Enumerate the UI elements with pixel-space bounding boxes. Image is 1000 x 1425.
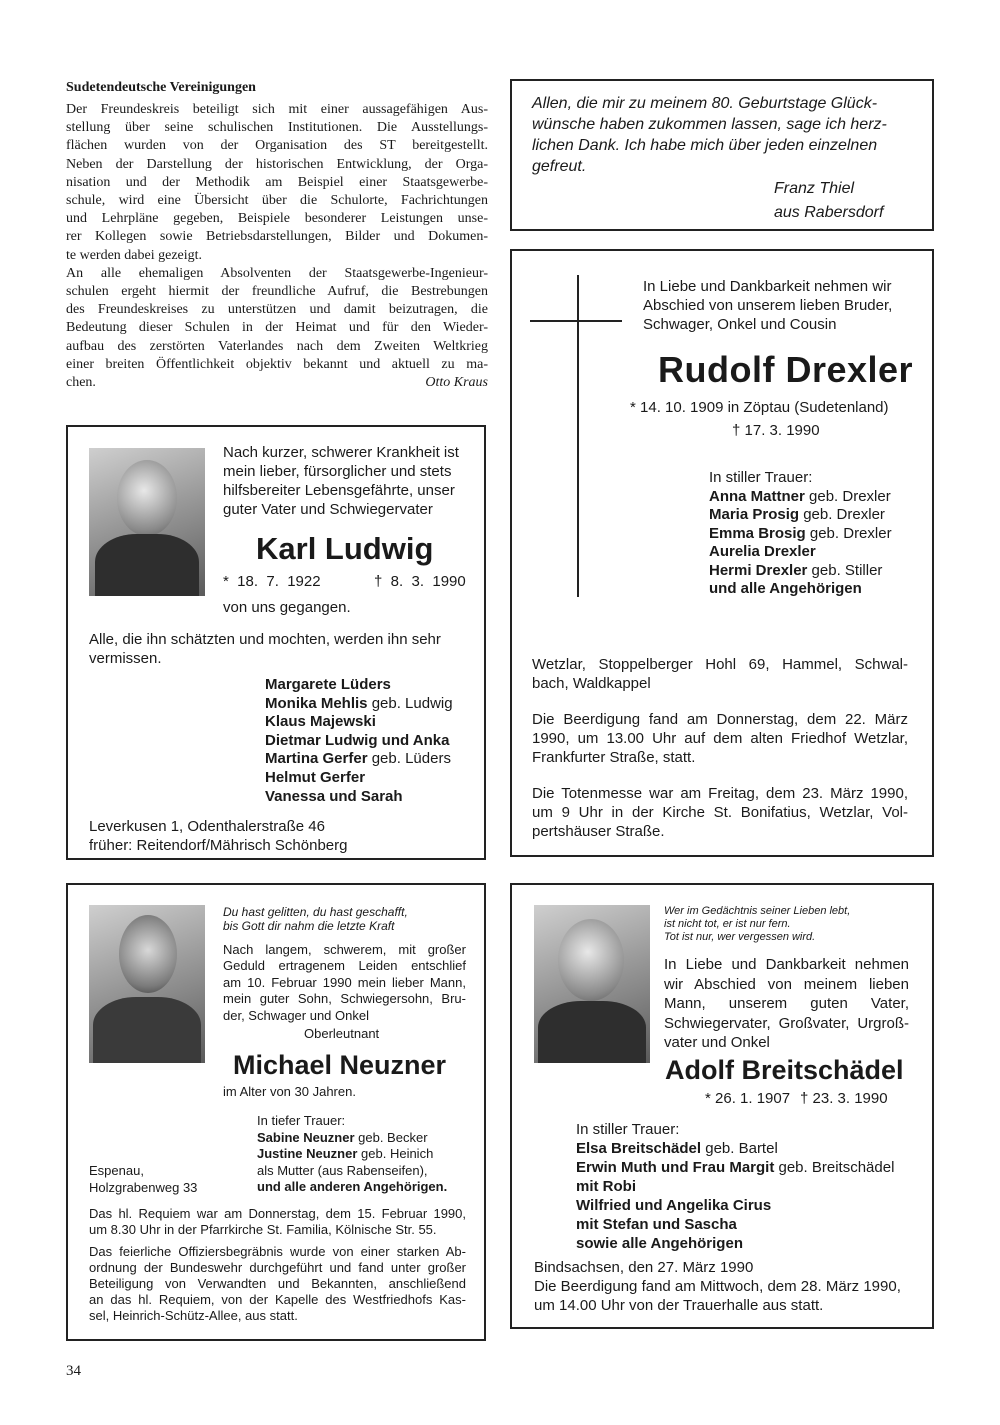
thanks-text-block	[532, 93, 887, 177]
mourner: Anna Mattner geb. Drexler	[709, 487, 891, 505]
mourner: sowie alle Angehörigen	[576, 1235, 743, 1252]
article-line: Neben der Darstellung der historischen Entwicklung, der Orga-	[66, 156, 488, 172]
article-line: flächen wurden von der Organisation des ST bereitgestellt.	[66, 138, 488, 154]
intro-line: Schwiegervater, Großvater, Urgroß-	[664, 1014, 909, 1032]
drexler-mourners	[709, 469, 892, 599]
mourner: Sabine Neuzner geb. Becker	[257, 1129, 428, 1145]
cross-icon	[577, 275, 579, 597]
article-author: Otto Kraus	[425, 375, 488, 391]
article-line: Der Freundeskreis beteiligt sich mit einer aussagefähigen Aus-	[66, 102, 488, 117]
obituary-ludwig	[66, 425, 486, 860]
mourner: Hermi Drexler geb. Stiller	[709, 561, 883, 579]
funeral-line: Beteiligung von Verwandten und Bekannten, anschließend	[89, 1276, 466, 1291]
article-line: schule, wird eine Übersicht über die Schulorte, Fachrichtungen	[66, 193, 488, 209]
motto-line: Wer im Gedächtnis seiner Lieben lebt,	[664, 905, 851, 917]
mourner: und alle Angehörigen	[709, 580, 862, 597]
address-line: Espenau,	[89, 1163, 144, 1178]
thanks-line: lichen Dank. Ich habe mich über jeden einzelnen	[532, 137, 878, 154]
obituary-neuzner	[66, 883, 486, 1341]
thanks-line: Allen, die mir zu meinem 80. Geburtstage Glück-	[532, 95, 878, 112]
mourner: Helmut Gerfer	[265, 768, 366, 786]
ludwig-intro	[223, 443, 459, 519]
ludwig-gone: von uns gegangen.	[223, 599, 351, 616]
article-line: An alle ehemaligen Absolventen der Staatsgewerbe-Ingenieur-	[66, 265, 488, 281]
mourner: Maria Prosig geb. Drexler	[709, 506, 885, 523]
article-line: des Freundeskreises zu unterstützen und damit beizutragen, die	[66, 302, 488, 318]
neuzner-motto	[223, 905, 408, 933]
neuzner-name: Michael Neuzner	[233, 1050, 447, 1080]
funeral-line: ordnung der Bundeswehr durchgeführt und fand unter großer	[89, 1260, 466, 1275]
neuzner-mourners	[257, 1113, 447, 1196]
portrait-photo	[534, 905, 650, 1063]
drexler-name: Rudolf Drexler	[658, 349, 914, 390]
intro-line: Abschied von unserem lieben Bruder,	[643, 297, 893, 314]
neuzner-intro	[223, 942, 466, 1024]
ludwig-born: * 18. 7. 1922	[223, 573, 321, 590]
page-number: 34	[66, 1363, 81, 1379]
intro-line: In Liebe und Dankbarkeit nehmen	[664, 956, 909, 973]
requiem-line: um 8.30 Uhr in der Pfarrkirche St. Familia, Kölnische Str. 55.	[89, 1222, 437, 1237]
intro-line: mein guter Sohn, Schwiegersohn, Bru-	[223, 991, 466, 1007]
portrait-photo	[89, 448, 205, 596]
neuzner-age: im Alter von 30 Jahren.	[223, 1084, 356, 1099]
thanks-place: aus Rabersdorf	[774, 204, 884, 221]
mourner: Dietmar Ludwig und Anka	[265, 731, 450, 749]
neuzner-address	[89, 1163, 197, 1196]
mass-line: Die Totenmesse war am Freitag, dem 23. März 1990,	[532, 785, 908, 802]
ludwig-name: Karl Ludwig	[256, 531, 434, 566]
article-line: einer breiten Öffentlichkeit objektiv bekannt und aktuell zu ma-	[66, 356, 488, 372]
ludwig-died: † 8. 3. 1990	[374, 573, 466, 590]
breitschaedel-footer	[534, 1258, 901, 1315]
mourn-label: In stiller Trauer:	[576, 1121, 680, 1138]
funeral-line: sel, Heinrich-Schütz-Allee, aus statt.	[89, 1308, 298, 1323]
article-heading: Sudetendeutsche Vereinigungen	[66, 80, 256, 95]
article-line: schulen ergeht hiermit der freundliche Aufruf, die Bestrebungen	[66, 284, 488, 300]
mourner: mit Stefan und Sascha	[576, 1216, 737, 1233]
missed-line: vermissen.	[89, 650, 162, 667]
mourner: Monika Mehlis geb. Ludwig	[265, 694, 453, 712]
drexler-intro	[643, 277, 892, 334]
article-line: Bedeutung dieser Schulen in der Heimat und für den Wieder-	[66, 320, 488, 336]
ludwig-address	[89, 817, 347, 855]
thanks-line: gefreut.	[532, 158, 587, 175]
obituary-breitschaedel	[510, 883, 934, 1329]
ludwig-missed	[89, 630, 441, 668]
mourner: Aurelia Drexler	[709, 543, 816, 560]
drexler-died: † 17. 3. 1990	[732, 422, 820, 439]
intro-line: Nach langem, schwerem, mit großer	[223, 942, 466, 957]
thanks-signature	[774, 177, 883, 225]
drexler-born: * 14. 10. 1909 in Zöptau (Sudetenland)	[630, 399, 889, 416]
intro-line: mein lieber, fürsorglicher und stets	[223, 463, 452, 480]
burial-line: Frankfurter Straße, statt.	[532, 749, 696, 766]
neuzner-rank: Oberleutnant	[304, 1026, 380, 1041]
requiem-line: Das hl. Requiem war am Donnerstag, dem 15. Februar 1990,	[89, 1206, 466, 1221]
mourner: Elsa Breitschädel geb. Bartel	[576, 1140, 778, 1157]
cross-bar	[530, 320, 622, 322]
mourner: Wilfried und Angelika Cirus	[576, 1197, 772, 1214]
address-line: Wetzlar, Stoppelberger Hohl 69, Hammel, Schwal-	[532, 656, 908, 673]
breitschaedel-born: * 26. 1. 1907	[705, 1090, 791, 1107]
neuzner-requiem	[89, 1206, 466, 1238]
mourner: und alle anderen Angehörigen.	[257, 1179, 448, 1195]
place-date: Bindsachsen, den 27. März 1990	[534, 1259, 754, 1276]
burial-line: Die Beerdigung fand am Mittwoch, dem 28. März 1990,	[534, 1278, 901, 1295]
obituary-drexler	[510, 249, 934, 857]
breitschaedel-name: Adolf Breitschädel	[665, 1055, 904, 1085]
intro-line: Mann, unserem guten Vater,	[664, 995, 909, 1012]
mourner: Margarete Lüders	[265, 676, 391, 693]
intro-line: Schwager, Onkel und Cousin	[643, 316, 837, 333]
ludwig-mourners	[265, 676, 453, 806]
mourn-label: In stiller Trauer:	[709, 469, 813, 486]
thanks-line: wünsche haben zukommen lassen, sage ich herz-	[532, 116, 887, 133]
mourner: Martina Gerfer geb. Lüders	[265, 750, 451, 768]
thanks-notice	[510, 79, 934, 231]
mourner: als Mutter (aus Rabenseifen),	[257, 1162, 428, 1178]
intro-line: wir Abschied von meinem lieben	[664, 975, 909, 993]
article-line: aufbau des zerstörten Vaterlandes nach dem Zweiten Weltkrieg	[66, 338, 488, 354]
article-line: und Lehrpläne gegeben, Beispiele besonderer Leistungen unse-	[66, 211, 488, 227]
article-line: te werden dabei gezeigt.	[66, 247, 203, 263]
thanks-name: Franz Thiel	[774, 180, 855, 197]
article-line: stellung über seine schulischen Institutionen. Die Ausstellungs-	[66, 120, 488, 136]
breitschaedel-mourners	[576, 1120, 894, 1253]
breitschaedel-intro	[664, 955, 909, 1053]
intro-line: Nach kurzer, schwerer Krankheit ist	[223, 444, 459, 461]
burial-line: 1990, um 13.00 Uhr auf dem alten Friedhof Wetzlar,	[532, 730, 908, 747]
missed-line: Alle, die ihn schätzten und mochten, werden ihn sehr	[89, 631, 441, 648]
article-line: nisation und der Methodik am Beispiel einer Staatsgewerbe-	[66, 174, 488, 190]
drexler-mass	[532, 784, 908, 841]
address-line: Holzgrabenweg 33	[89, 1179, 198, 1195]
drexler-address	[532, 655, 908, 693]
burial-line: Die Beerdigung fand am Donnerstag, dem 22. März	[532, 711, 908, 728]
drexler-burial	[532, 710, 908, 767]
mourner: Klaus Majewski	[265, 713, 376, 731]
address-line: früher: Reitendorf/Mährisch Schönberg	[89, 837, 348, 854]
intro-line: vater und Onkel	[664, 1034, 770, 1051]
intro-line: In Liebe und Dankbarkeit nehmen wir	[643, 278, 892, 295]
mourn-label: In tiefer Trauer:	[257, 1113, 346, 1128]
intro-line: am 10. Februar 1990 mein lieber Mann,	[223, 974, 466, 990]
mourner: Justine Neuzner geb. Heinich	[257, 1146, 434, 1162]
burial-line: um 14.00 Uhr von der Trauerhalle aus statt.	[534, 1297, 824, 1314]
article-last-line	[66, 374, 488, 392]
funeral-line: an das hl. Requiem, von der Kapelle des Westfriedhofs Kas-	[89, 1292, 466, 1307]
motto-line: ist nicht tot, er ist nur fern.	[664, 918, 791, 930]
intro-line: hilfsbereiter Lebensgefährte, unser	[223, 482, 455, 499]
mourner: Vanessa und Sarah	[265, 787, 403, 805]
mourner: Erwin Muth und Frau Margit geb. Breitschädel	[576, 1159, 895, 1176]
mourner: Emma Brosig geb. Drexler	[709, 524, 892, 542]
address-line: Leverkusen 1, Odenthalerstraße 46	[89, 818, 325, 835]
mass-line: pertshäuser Straße.	[532, 823, 665, 840]
intro-line: der, Schwager und Onkel	[223, 1007, 369, 1023]
intro-line: guter Vater und Schwiegervater	[223, 501, 433, 518]
breitschaedel-motto	[664, 905, 850, 944]
article-line: chen.	[66, 375, 96, 391]
motto-line: Tot ist nur, wer vergessen wird.	[664, 931, 816, 943]
intro-line: Geduld ertragenem Leiden entschlief	[223, 958, 466, 974]
mourner: mit Robi	[576, 1178, 636, 1195]
neuzner-funeral	[89, 1244, 466, 1324]
article-body	[66, 101, 488, 392]
mass-line: um 9 Uhr in der Kirche St. Bonifatius, Wetzlar, Vol-	[532, 804, 908, 821]
address-line: bach, Waldkappel	[532, 675, 651, 692]
breitschaedel-died: † 23. 3. 1990	[800, 1090, 888, 1107]
funeral-line: Das feierliche Offiziersbegräbnis wurde von einer starken Ab-	[89, 1244, 466, 1259]
motto-line: bis Gott dir nahm die letzte Kraft	[223, 919, 395, 933]
article-line: rer Kollegen sowie Betriebsdarstellungen, Bilder und Dokumen-	[66, 229, 488, 245]
portrait-photo	[89, 905, 205, 1063]
motto-line: Du hast gelitten, du hast geschafft,	[223, 905, 408, 919]
